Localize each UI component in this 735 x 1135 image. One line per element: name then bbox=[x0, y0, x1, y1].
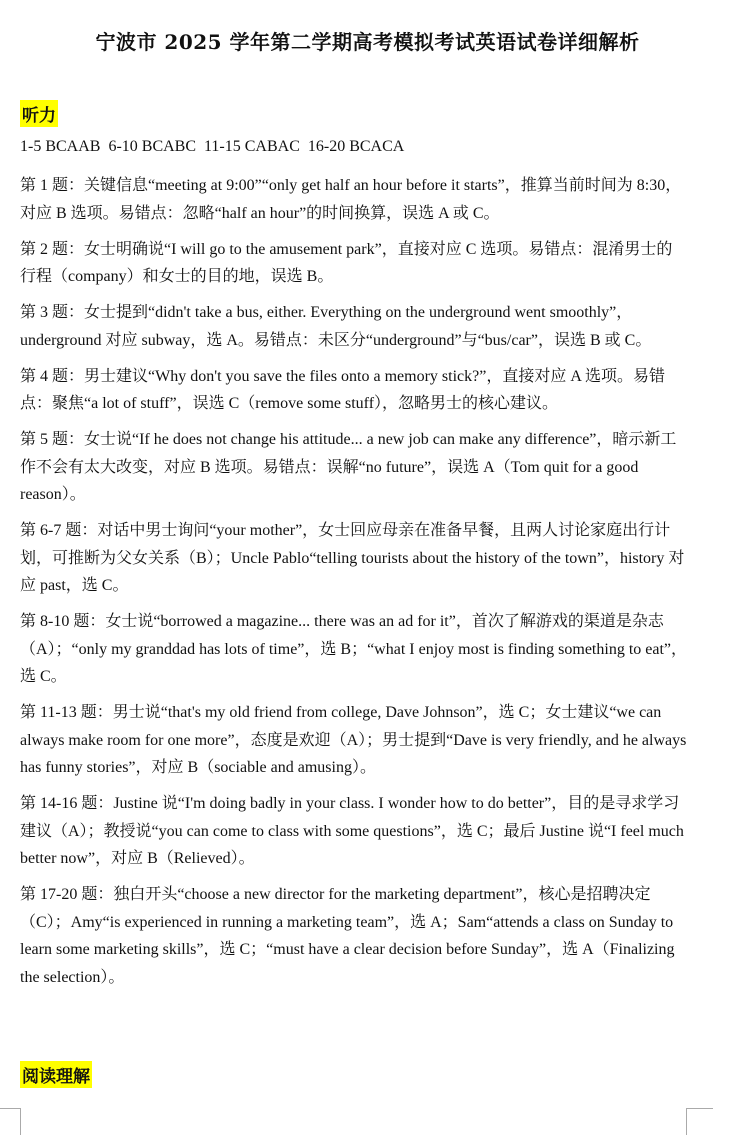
document-title: 宁波市 2025 学年第二学期高考模拟考试英语试卷详细解析 bbox=[95, 30, 640, 54]
answer-key: 1-5 BCAAB 6-10 BCABC 11-15 CABAC 16-20 BCACA bbox=[20, 138, 405, 155]
explanation-paragraph-q14-16: 第 14-16 题：Justine 说“I'm doing badly in your class. I wonder how to do better”，目的是寻求学习建议（A）；教授说“you can come to class with some questions”，选 C；最后 Justine 说“I feel much better now”，对应 B（Relieved）。 bbox=[20, 795, 684, 867]
explanation-paragraph-q2: 第 2 题：女士明确说“I will go to the amusement park”，直接对应 C 选项。易错点：混淆男士的行程（company）和女士的目的地，误选 B。 bbox=[20, 240, 673, 285]
explanation-body bbox=[20, 172, 688, 1000]
page-corner-mark-left bbox=[0, 1108, 21, 1135]
section-heading-reading: 阅读理解 bbox=[20, 1061, 92, 1088]
page-corner-mark-right bbox=[686, 1108, 713, 1135]
explanation-paragraph-q1: 第 1 题：关键信息“meeting at 9:00”“only get half an hour before it starts”，推算当前时间为 8:30，对应 B 选项。易错点：忽略“half an hour”的时间换算，误选 A 或 C。 bbox=[20, 177, 682, 222]
explanation-paragraph-q3: 第 3 题：女士提到“didn't take a bus, either. Everything on the underground went smoothly”，underground 对应 subway，选 A。易错点：未区分“underground”与“bus/car”，误选 B 或 C。 bbox=[20, 304, 652, 349]
explanation-paragraph-q6-7: 第 6-7 题：对话中男士询问“your mother”，女士回应母亲在准备早餐，且两人讨论家庭出行计划，可推断为父女关系（B）；Uncle Pablo“telling tourists about the history of the town”，history 对应 past，选 C。 bbox=[20, 522, 685, 594]
explanation-paragraph-q5: 第 5 题：女士说“If he does not change his attitude... a new job can make any difference”，暗示新工作不会有太大改变，对应 B 选项。易错点：误解“no future”，误选 A（Tom quit for a good reason）。 bbox=[20, 431, 677, 503]
explanation-paragraph-q17-20: 第 17-20 题：独白开头“choose a new director for the marketing department”，核心是招聘决定（C）；Amy“is experienced in running a marketing team”，选 A；Sam“attends a class on Sunday to learn some marketing skills”，选 C；“must have a clear decision before Sunday”，选 A（Finalizing the selection）。 bbox=[20, 886, 675, 986]
explanation-paragraph-q11-13: 第 11-13 题：男士说“that's my old friend from college, Dave Johnson”，选 C；女士建议“we can always make room for one more”，态度是欢迎（A）；男士提到“Dave is very friendly, and he always has funny stories”，对应 B（sociable and amusing）。 bbox=[20, 704, 687, 776]
section-heading-listening: 听力 bbox=[20, 100, 58, 127]
explanation-paragraph-q4: 第 4 题：男士建议“Why don't you save the files onto a memory stick?”，直接对应 A 选项。易错点：聚焦“a lot of stuff”，误选 C（remove some stuff），忽略男士的核心建议。 bbox=[20, 367, 666, 412]
explanation-paragraph-q8-10: 第 8-10 题：女士说“borrowed a magazine... there was an ad for it”，首次了解游戏的渠道是杂志（A）；“only my granddad has lots of time”，选 B；“what I enjoy most is finding something to eat”，选 C。 bbox=[20, 613, 688, 685]
